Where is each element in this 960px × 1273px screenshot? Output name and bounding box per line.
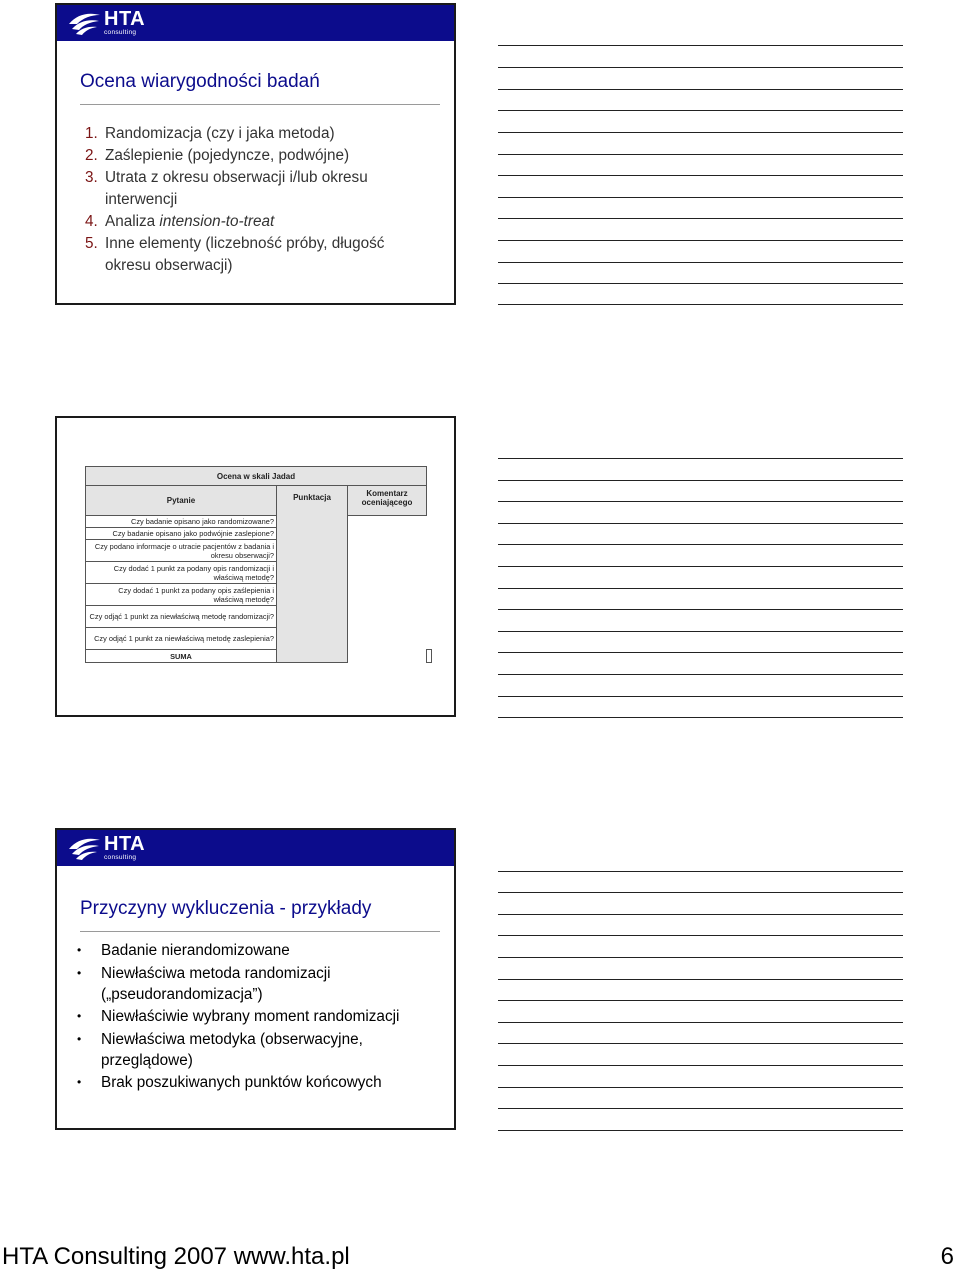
logo-text: HTA [104, 8, 146, 31]
slide-header-bar [57, 830, 454, 866]
note-line [498, 262, 903, 263]
bullet-icon: • [77, 965, 82, 980]
note-line [498, 67, 903, 68]
list-item: • Badanie nierandomizowane [77, 942, 290, 959]
hta-logo [67, 834, 145, 862]
note-line [498, 544, 903, 545]
comment-empty-cell [348, 516, 427, 663]
note-line [498, 197, 903, 198]
table-row: Czy badanie opisano jako randomizowane? [86, 516, 277, 528]
title-divider [80, 931, 440, 932]
note-line [498, 871, 903, 872]
note-line [498, 110, 903, 111]
logo-subtext: consulting [104, 854, 137, 862]
note-line [498, 89, 903, 90]
bullet-icon: • [77, 1009, 82, 1023]
bullet-list [77, 940, 447, 1095]
note-line [498, 1087, 903, 1088]
note-line [498, 652, 903, 653]
bullet-icon: • [77, 1031, 82, 1046]
note-line [498, 240, 903, 241]
note-line [498, 283, 903, 284]
note-line [498, 979, 903, 980]
note-line [498, 480, 903, 481]
note-line [498, 45, 903, 46]
hta-logo [67, 9, 145, 37]
note-line [498, 1043, 903, 1044]
note-line [498, 1022, 903, 1023]
jadad-score-table [85, 466, 432, 663]
table-row: Czy dodać 1 punkt za podany opis randomizacji i właściwą metodę? [86, 562, 277, 584]
note-line [498, 674, 903, 675]
slide-exclusion-reasons [55, 828, 456, 1130]
slide-title: Przyczyny wykluczenia - przykłady [80, 898, 372, 919]
note-line [498, 1000, 903, 1001]
sum-comment-cell [427, 650, 432, 663]
bullet-icon: • [77, 1075, 82, 1089]
list-item: 3. Utrata z okresu obserwacji i/lub okresu interwencji [85, 169, 368, 208]
note-line [498, 935, 903, 936]
slide-title: Ocena wiarygodności badań [80, 71, 320, 92]
wing-logo-icon [67, 10, 101, 36]
list-item: 2. Zaślepienie (pojedyncze, podwójne) [85, 147, 350, 164]
note-line [498, 1130, 903, 1131]
bullet-icon: • [77, 943, 82, 957]
note-line [498, 717, 903, 718]
note-line [498, 218, 903, 219]
table-row: Czy dodać 1 punkt za podany opis zaślepienia i właściwą metodę? [86, 584, 277, 606]
page-footer [0, 1240, 960, 1270]
footer-text: HTA Consulting 2007 www.hta.pl [2, 1243, 350, 1270]
slide-header-bar [57, 5, 454, 41]
list-item: 5. Inne elementy (liczebność próby, długość okresu obserwacji) [85, 235, 385, 274]
column-header-question: Pytanie [86, 486, 277, 516]
list-item: 1. Randomizacja (czy i jaka metoda) [85, 125, 335, 142]
list-item: • Niewłaściwie wybrany moment randomizacji [77, 1008, 400, 1025]
list-item: 4. Analiza intension-to-treat [85, 213, 275, 230]
note-line [498, 304, 903, 305]
wing-logo-icon [67, 835, 101, 861]
note-line [498, 957, 903, 958]
note-line [498, 566, 903, 567]
column-header-score: Punktacja [277, 486, 348, 663]
column-header-comment: Komentarz oceniającego [348, 486, 427, 516]
slide-jadad-table [55, 416, 456, 717]
numbered-list [85, 123, 425, 277]
table-row: Czy podano informacje o utracie pacjentów z badania i okresu obserwacji? [86, 540, 277, 562]
logo-subtext: consulting [104, 29, 137, 37]
note-line [498, 892, 903, 893]
note-line [498, 1108, 903, 1109]
list-item: • Niewłaściwa metoda randomizacji („pseudorandomizacja”) [77, 964, 331, 1003]
note-line [498, 914, 903, 915]
note-line [498, 175, 903, 176]
table-caption: Ocena w skali Jadad [86, 467, 427, 486]
slide-reliability [55, 3, 456, 305]
note-line [498, 458, 903, 459]
note-line [498, 154, 903, 155]
title-divider [80, 104, 440, 105]
logo-text: HTA [104, 833, 146, 856]
note-line [498, 1065, 903, 1066]
table-row: Czy badanie opisano jako podwójnie zaslepione? [86, 528, 277, 540]
note-line [498, 609, 903, 610]
note-line [498, 501, 903, 502]
note-line [498, 696, 903, 697]
list-item: • Brak poszukiwanych punktów końcowych [77, 1074, 382, 1091]
note-line [498, 631, 903, 632]
table-row: Czy odjąć 1 punkt za niewłaściwą metodę randomizacji? [86, 606, 277, 628]
note-line [498, 523, 903, 524]
table-row: Czy odjąć 1 punkt za niewłaściwą metodę zaslepienia? [86, 628, 277, 650]
sum-row-label: SUMA [86, 650, 277, 663]
note-line [498, 132, 903, 133]
page-number: 6 [940, 1243, 954, 1270]
note-line [498, 588, 903, 589]
list-item: • Niewłaściwa metodyka (obserwacyjne, przeglądowe) [77, 1030, 363, 1069]
